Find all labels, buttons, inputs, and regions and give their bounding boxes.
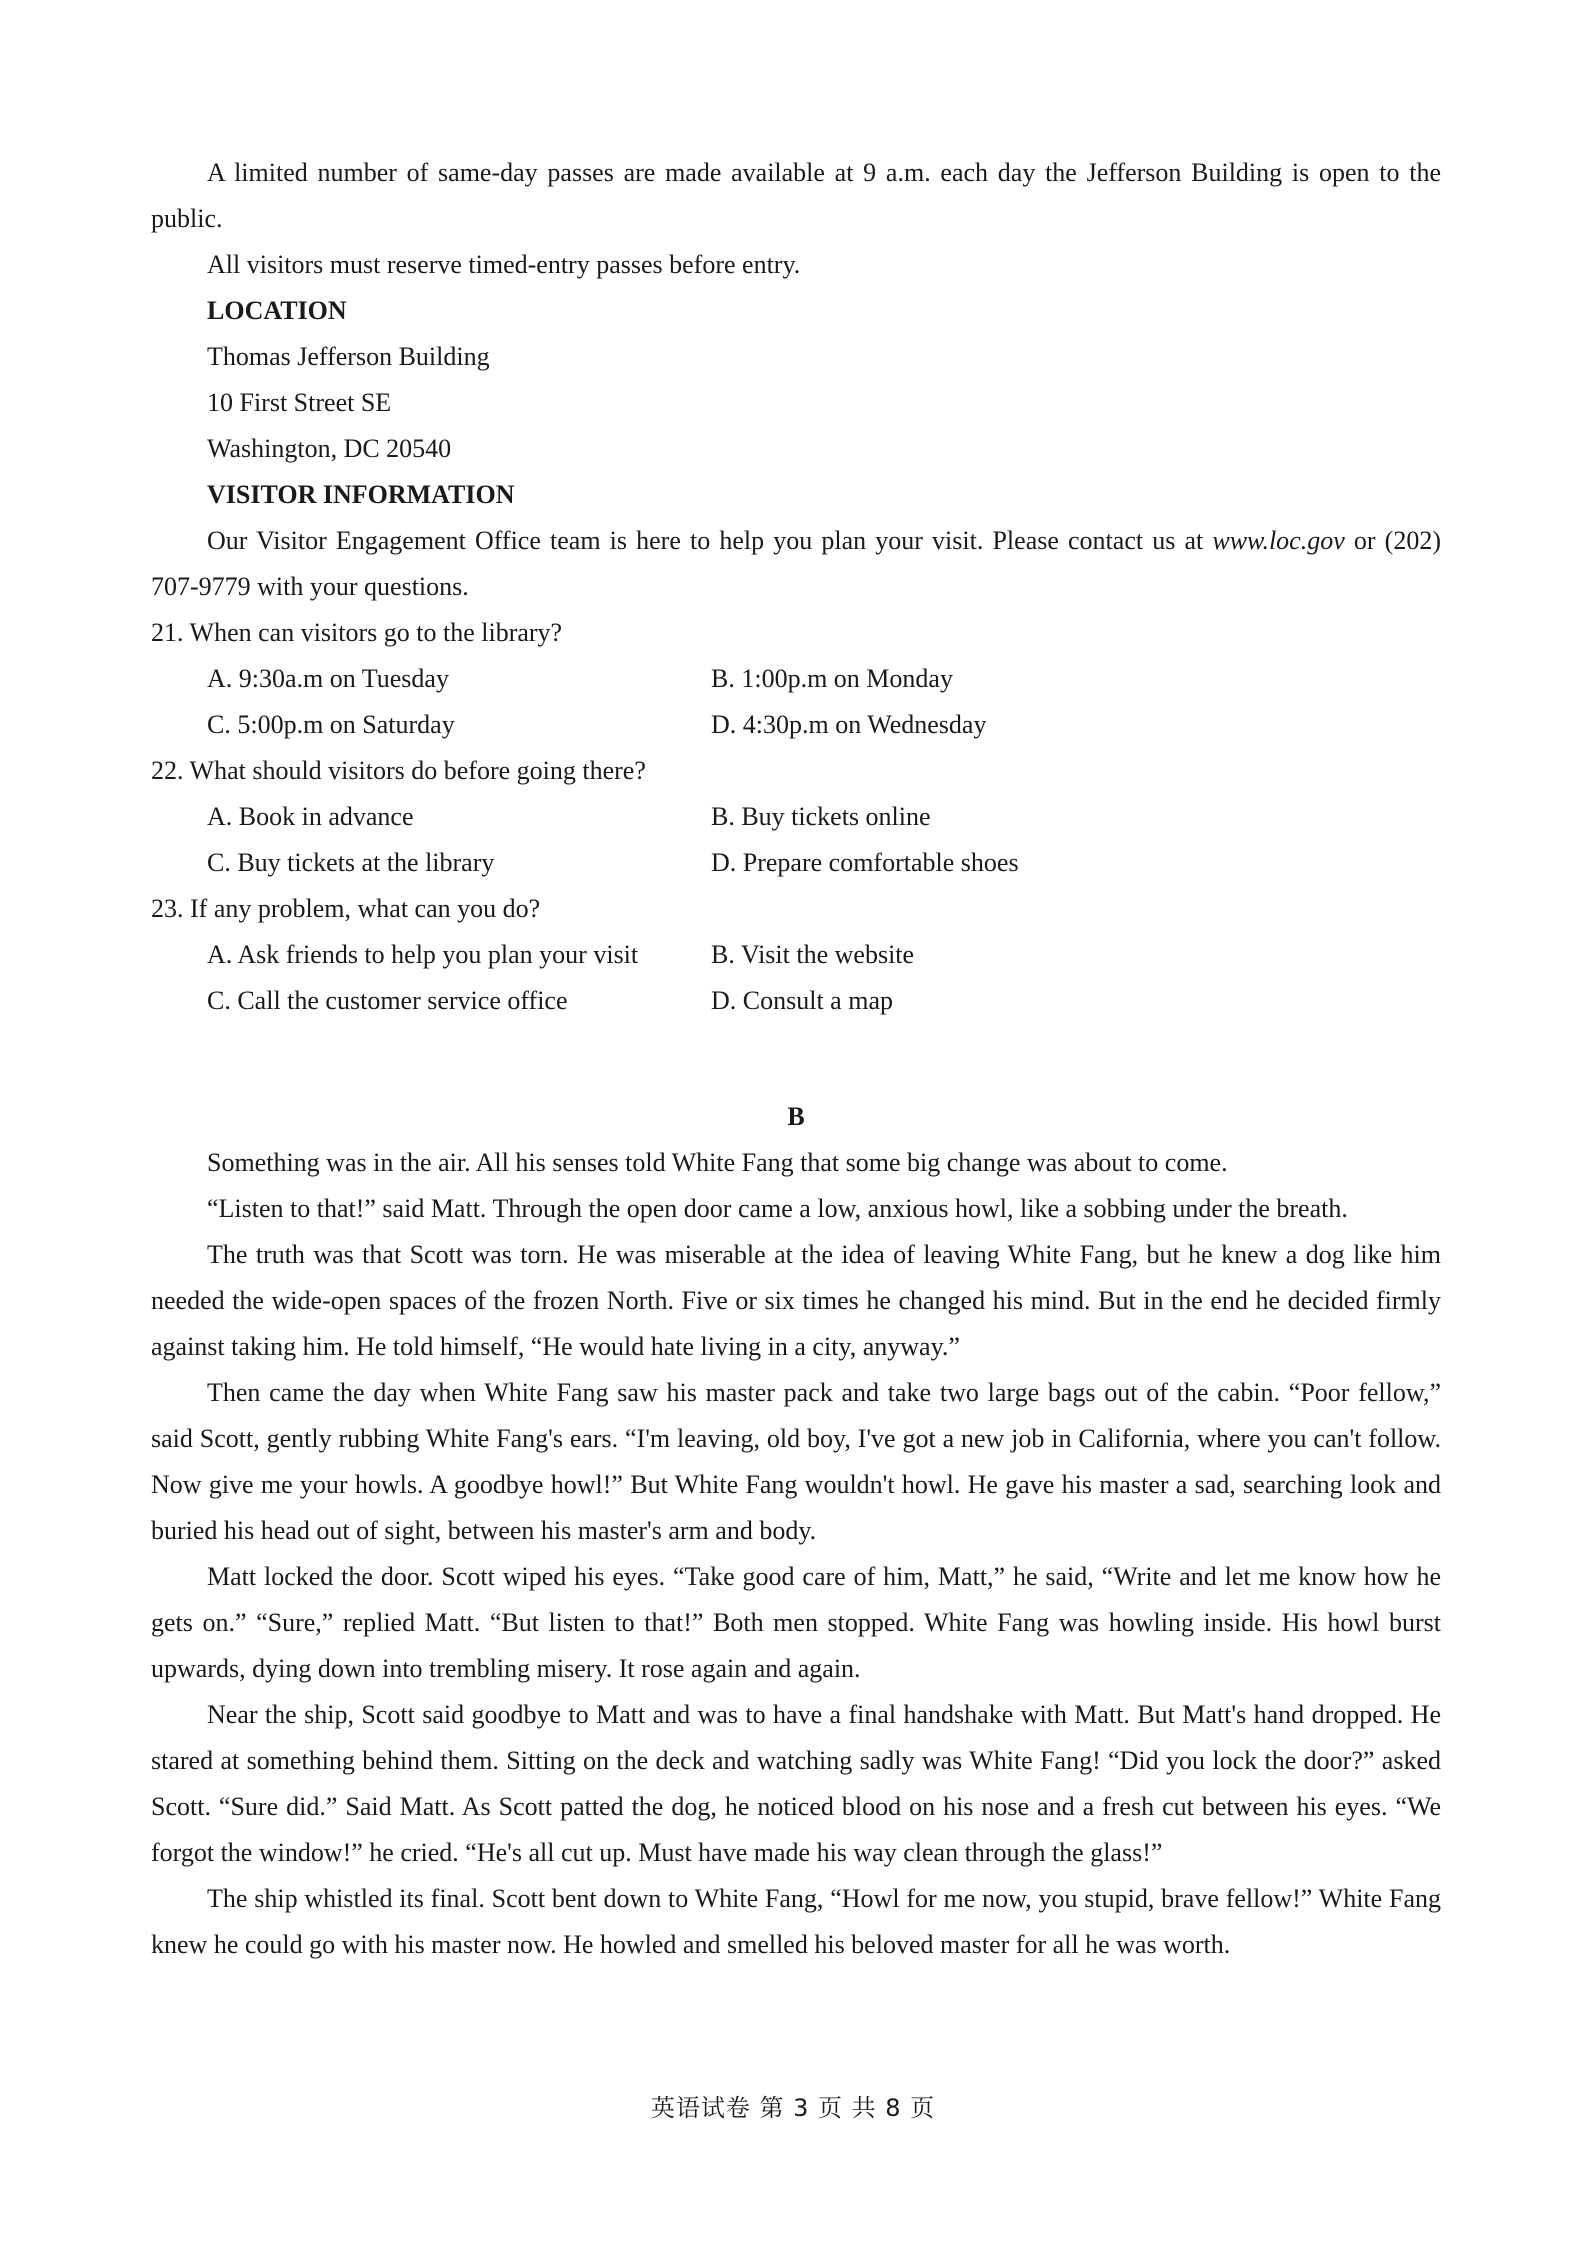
question-21 xyxy=(151,610,1441,748)
reserve-paragraph: All visitors must reserve timed-entry passes before entry. xyxy=(207,250,801,279)
option-c: C. 5:00p.m on Saturday xyxy=(207,710,455,739)
option-a: A. 9:30a.m on Tuesday xyxy=(207,664,449,693)
question-22 xyxy=(151,748,1441,886)
option-d: D. Prepare comfortable shoes xyxy=(711,848,1019,877)
passes-paragraph: A limited number of same-day passes are made available at 9 a.m. each day the Jefferson Building is open to the public. xyxy=(151,158,1441,233)
location-heading: LOCATION xyxy=(207,296,347,325)
option-a: A. Book in advance xyxy=(207,802,414,831)
option-c: C. Buy tickets at the library xyxy=(207,848,495,877)
visitor-info-text-end: or (202) 707-9779 with your questions. xyxy=(151,526,1441,601)
option-b: B. Visit the website xyxy=(711,940,915,969)
story-paragraph: The ship whistled its final. Scott bent down to White Fang, “Howl for me now, you stupid, brave fellow!” White Fang knew he could go with his master now. He howled and smelled his beloved master for all he was worth. xyxy=(151,1884,1441,1959)
question-options xyxy=(151,656,1441,748)
story-paragraph: The truth was that Scott was torn. He was miserable at the idea of leaving White Fang, but he knew a dog like him needed the wide-open spaces of the frozen North. Five or six times he changed his mind. But in the end he decided firmly against taking him. He told himself, “He would hate living in a city, anyway.” xyxy=(151,1240,1441,1361)
location-line: Washington, DC 20540 xyxy=(207,434,452,463)
story-paragraph: Something was in the air. All his senses told White Fang that some big change was about to come. xyxy=(207,1148,1228,1177)
question-options xyxy=(151,932,1441,1024)
option-b: B. 1:00p.m on Monday xyxy=(711,664,953,693)
question-stem: 23. If any problem, what can you do? xyxy=(151,894,541,923)
story-paragraph: “Listen to that!” said Matt. Through the open door came a low, anxious howl, like a sobbing under the breath. xyxy=(207,1194,1348,1223)
question-23 xyxy=(151,886,1441,1024)
story-paragraph: Matt locked the door. Scott wiped his eyes. “Take good care of him, Matt,” he said, “Write and let me know how he gets on.” “Sure,” replied Matt. “But listen to that!” Both men stopped. White Fang was howling inside. His howl burst upwards, dying down into trembling misery. It rose again and again. xyxy=(151,1562,1441,1683)
story-paragraph: Near the ship, Scott said goodbye to Matt and was to have a final handshake with Matt. But Matt's hand dropped. He stared at something behind them. Sitting on the deck and watching sadly was White Fang! “Did you lock the door?” asked Scott. “Sure did.” Said Matt. As Scott patted the dog, he noticed blood on his nose and a fresh cut between his eyes. “We forgot the window!” he cried. “He's all cut up. Must have made his way clean through the glass!” xyxy=(151,1700,1441,1867)
page-footer: 英语试卷 第 3 页 共 8 页 xyxy=(650,2094,936,2122)
option-d: D. 4:30p.m on Wednesday xyxy=(711,710,987,739)
section-b-title: B xyxy=(787,1102,805,1131)
visitor-info-paragraph xyxy=(151,518,1441,610)
option-b: B. Buy tickets online xyxy=(711,802,931,831)
option-d: D. Consult a map xyxy=(711,986,893,1015)
visitor-info-url: www.loc.gov xyxy=(1212,526,1345,555)
exam-page xyxy=(151,150,1441,1968)
location-line: Thomas Jefferson Building xyxy=(207,342,490,371)
question-stem: 21. When can visitors go to the library? xyxy=(151,618,563,647)
visitor-info-heading: VISITOR INFORMATION xyxy=(207,480,515,509)
option-c: C. Call the customer service office xyxy=(207,986,568,1015)
visitor-info-text: Our Visitor Engagement Office team is here to help you plan your visit. Please contact us at xyxy=(207,526,1213,555)
location-line: 10 First Street SE xyxy=(207,388,392,417)
question-stem: 22. What should visitors do before going there? xyxy=(151,756,646,785)
question-options xyxy=(151,794,1441,886)
story-paragraph: Then came the day when White Fang saw his master pack and take two large bags out of the cabin. “Poor fellow,” said Scott, gently rubbing White Fang's ears. “I'm leaving, old boy, I've got a new job in California, where you can't follow. Now give me your howls. A goodbye howl!” But White Fang wouldn't howl. He gave his master a sad, searching look and buried his head out of sight, between his master's arm and body. xyxy=(151,1378,1441,1545)
option-a: A. Ask friends to help you plan your visit xyxy=(207,940,639,969)
